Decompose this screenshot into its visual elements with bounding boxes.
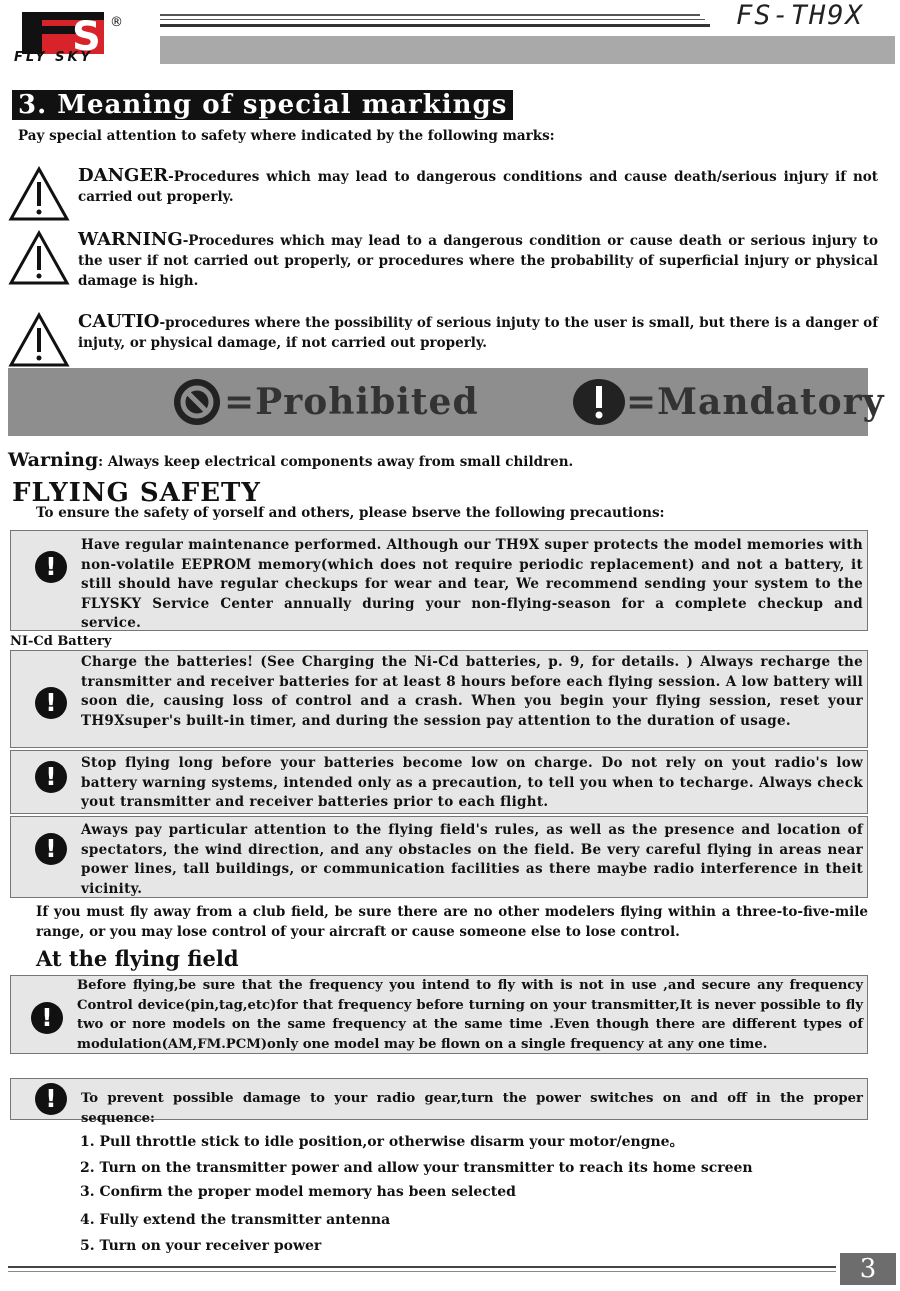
mark-text: -Procedures which may lead to a dangerous condition or cause death or serious injury to the user if not carried out properly, or procedures where the probability of superficial injury or physical damage is high. [78,233,878,289]
field-rules-box [10,816,868,898]
section-title: 3. Meaning of special markings [12,90,513,120]
warning-triangle-icon [8,230,70,286]
box-text: Have regular maintenance performed. Although our TH9X super protects the model memories with non-volatile EEPROM memory(which does not require periodic replacement) and not a battery, it still should have regular checkups for wear and tear, We recommend sending your system to the FLYSKY Service Center annually during your non-flying-season for a complete checkup and service. [81,537,863,631]
step-1: 1. Pull throttle stick to idle position,or otherwise disarm your motor/engne。 [80,1134,684,1150]
box-text: Aways pay particular attention to the flying field's rules, as well as the presence and location of spectators, the wind direction, and any obstacles on the field. Be very careful flying in areas near power lines, tall buildings, or communication facilities as there maybe radio interference in theit vicinity. [81,822,863,897]
model-name: FS-TH9X [736,0,864,31]
box-text: To prevent possible damage to your radio gear,turn the power switches on and off in the proper sequence: [81,1091,863,1126]
nicd-label: NI-Cd Battery [10,634,112,649]
club-field-note: If you must fly away from a club field, be sure there are no other modelers flying within a three-to-five-mile range, or you may lose control of your aircraft or cause someone else to lose control. [36,904,868,940]
page-number: 3 [840,1253,896,1285]
symbol-legend-band [8,368,885,436]
step-3: 3. Confirm the proper model memory has been selected [80,1184,516,1200]
frequency-box [10,975,868,1054]
prohibited-label: =Prohibited [224,381,479,423]
step-4: 4. Fully extend the transmitter antenna [80,1212,391,1228]
mark-head: DANGER [78,165,169,186]
header-rule [160,14,700,16]
section-intro: Pay special attention to safety where indicated by the following marks: [18,128,555,144]
flying-field-title: At the flying field [36,946,239,971]
flying-safety-title: FLYING SAFETY [12,478,261,508]
header-rule [160,24,710,27]
mark-head: CAUTIO [78,311,160,332]
mark-text: -procedures where the possibility of serious injuty to the user is small, but there is a danger of injuty, or physical damage, if not carried out properly. [78,315,878,351]
mandatory-icon [35,687,67,719]
footer-rule [8,1271,836,1272]
flying-safety-intro: To ensure the safety of yorself and others, please bserve the following precautions: [36,505,665,521]
mandatory-label: =Mandatory [626,381,885,423]
mandatory-icon [31,1002,63,1034]
warning-word: Warning [8,449,99,471]
sequence-box [10,1078,868,1126]
warning-triangle-icon [8,312,70,368]
mandatory-icon [35,551,67,583]
header-rule [160,19,705,20]
svg-text:S: S [72,14,101,60]
step-5: 5. Turn on your receiver power [80,1238,322,1254]
prohibited-icon [170,378,224,426]
mandatory-icon [35,1083,67,1115]
caution-row [8,312,878,368]
low-battery-box [10,750,868,814]
mandatory-icon [35,833,67,865]
box-text: Charge the batteries! (See Charging the Ni-Cd batteries, p. 9, for details. ) Always recharge the transmitter and receiver batteries for at least 8 hours before each flying session. A low battery will soon die, causing loss of control and a crash. When you begin your flying session, reset your TH9Xsuper's built-in timer, and during the session pay attention to the duration of usage. [81,654,863,729]
mandatory-legend [572,378,885,426]
warning-text: : Always keep electrical components away from small children. [98,454,574,470]
maintenance-box [10,530,868,631]
step-2: 2. Turn on the transmitter power and allow your transmitter to reach its home screen [80,1160,753,1176]
mandatory-icon [572,378,626,426]
header-band [160,36,895,64]
flysky-logo [14,8,134,66]
box-text: Before flying,be sure that the frequency you intend to fly with is not in use ,and secure any frequency Control device(pin,tag,etc)for that frequency before turning on your transmitter,It is never possible to fly two or nore models on the same frequency at the same time .Even though there are different types of modulation(AM,FM.PCM)only one model may be flown on a single frequency at any one time. [77,978,863,1052]
logo-text: FLY SKY [14,50,93,65]
mark-text: -Procedures which may lead to dangerous conditions and cause death/serious injury if not carried out properly. [78,169,878,205]
box-text: Stop flying long before your batteries become low on charge. Do not rely on yout radio's low battery warning systems, intended only as a precaution, to tell you when to techarge. Always check yout transmitter and receiver batteries prior to each flight. [81,755,863,810]
mandatory-icon [35,761,67,793]
mark-head: WARNING [78,229,183,250]
danger-row [8,166,878,222]
children-warning [8,449,573,471]
registered-mark: ® [110,15,123,30]
charge-box [10,650,868,748]
prohibited-legend [170,378,479,426]
warning-triangle-icon [8,166,70,222]
footer-rule [8,1266,836,1268]
warning-row [8,230,878,292]
